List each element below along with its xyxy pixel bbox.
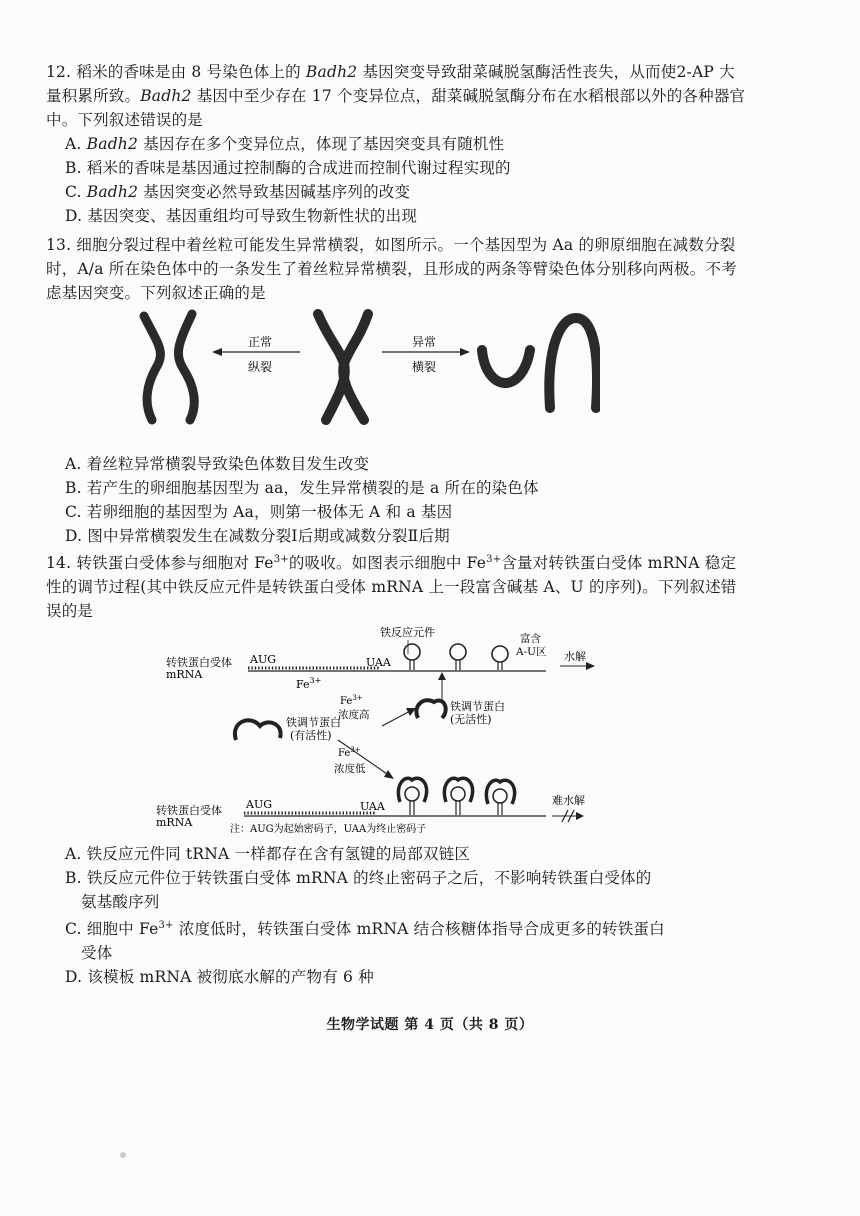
aug-bottom-label: AUG [246,798,273,811]
bound-stem-loop-2 [444,778,472,815]
active-label-2: (有活性) [290,729,332,742]
option-13-b[interactable]: B. 若产生的卵细胞基因型为 aa，发生异常横裂的是 a 所在的染色体 [65,479,539,497]
mrna-bottom-label-2: mRNA [156,816,193,829]
stem-loop-top-3 [492,646,508,670]
figure-note: 注：AUG为起始密码子，UAA为终止密码子 [230,824,427,835]
hydrolysis-label: 水解 [564,650,586,663]
question-14-stem: 14. 转铁蛋白受体参与细胞对 $Fe^{3+}$的吸收。如图表示细胞中 $Fe^{3+}$含量对转铁蛋白受体 mRNA 稳定性的调节过程(其中铁反应元件是转铁蛋白受体 mRNA 上一段富含碱基 A、U 的序列)。下列叙述错误的是 [46,554,737,621]
chromosome-x-arm-2 [343,314,368,420]
mrna-regulation-figure [150,622,620,837]
uaa-bottom-label: UAA [360,800,385,813]
isochromosome-arch [549,318,597,408]
bound-stem-loop-1 [398,778,426,815]
option-14-d[interactable]: D. 该模板 mRNA 被彻底水解的产物有 6 种 [65,968,374,987]
option-14-c[interactable]: C. 细胞中 $Fe^{3+}$ 浓度低时，转铁蛋白受体 mRNA 结合核糖体指导合成更多的转铁蛋白 受体 [65,920,665,963]
aug-top-label: AUG [250,653,277,666]
option-13-a[interactable]: A. 着丝粒异常横裂导致染色体数目发生改变 [65,455,370,473]
option-13-d[interactable]: D. 图中异常横裂发生在减数分裂Ⅰ后期或减数分裂Ⅱ后期 [65,527,450,545]
fe-high-label: $Fe^{3+}$ [340,694,363,707]
chromatid-left-2 [178,314,194,420]
mrna-top-label-1: 转铁蛋白受体 [166,656,232,669]
bound-stem-loop-3 [486,780,514,815]
question-13 [46,233,746,305]
ire-label: 铁反应元件 [380,626,435,639]
question-14-options [46,842,746,989]
hard-hydrolysis-label: 难水解 [552,794,585,807]
longitudinal-label: 纵裂 [247,360,273,374]
question-14 [46,548,746,623]
low-arrow-head-icon [384,770,394,779]
isochromosome-u [482,350,530,383]
hard-hydrolysis-arrow-head-icon [576,812,584,820]
high-arrow [382,710,412,726]
binding-arrow-head-icon [438,672,446,680]
option-14-b[interactable]: B. 铁反应元件位于转铁蛋白受体 mRNA 的终止密码子之后，不影响转铁蛋白受体的 氨基酸序列 [65,869,652,911]
high-concentration-label: 浓度高 [338,709,370,721]
question-13-stem: 13. 细胞分裂过程中着丝粒可能发生异常横裂，如图所示。一个基因型为 Aa 的卵原细胞在减数分裂时，A/a 所在染色体中的一条发生了着丝粒异常横裂，且形成的两条等臂染色体分别移向两极。不考虑基因突变。下列叙述正确的是 [46,236,737,302]
normal-label: 正常 [247,335,273,349]
option-12-c[interactable]: C. Badh2 基因突变必然导致基因碱基序列的改变 [65,183,411,201]
inactive-label-1: 铁调节蛋白 [450,700,505,713]
centromere-division-figure [130,308,600,426]
option-12-d[interactable]: D. 基因突变、基因重组均可导致生物新性状的出现 [65,207,418,225]
au-rich-label-2: A-U区 [516,646,547,658]
stem-loop-top-1 [404,644,420,670]
au-rich-label-1: 富含 [520,633,541,645]
question-12-stem: 12. 稻米的香味是由 8 号染色体上的 Badh2 基因突变导致甜菜碱脱氢酶活性丧失，从而使2-AP 大量积累所致。Badh2 基因中至少存在 17 个变异位点，甜菜碱脱氢酶分布在水稻根部以外的各种器官中。下列叙述错误的是 [46,63,746,129]
option-12-a[interactable]: A. Badh2 基因存在多个变异位点，体现了基因突变具有随机性 [65,135,505,153]
chromatid-left-1 [144,316,160,420]
fe-low-label: $Fe^{3+}$ [338,746,361,759]
option-13-c[interactable]: C. 若卵细胞的基因型为 Aa，则第一极体无 A 和 a 基因 [65,503,453,521]
transverse-label: 横裂 [411,360,437,374]
normal-arrow-head-icon [212,348,222,356]
option-12-b[interactable]: B. 稻米的香味是基因通过控制酶的合成进而控制代谢过程实现的 [65,159,511,177]
uaa-top-label: UAA [366,656,391,669]
mrna-top-label-2: mRNA [166,668,203,681]
question-13-options [46,452,746,548]
iron-regulatory-protein-active-icon [235,720,281,740]
mrna-bottom-label-1: 转铁蛋白受体 [156,804,222,817]
stem-loop-top-2 [450,644,466,670]
page-footer: 生物学试题 第 4 页（共 8 页） [326,1017,534,1033]
fe-label: $Fe^{3+}$ [296,676,322,691]
inactive-label-2: (无活性) [450,713,492,726]
abnormal-arrow-head-icon [460,348,470,356]
scan-smudge [120,1152,126,1158]
low-concentration-label: 浓度低 [334,763,366,775]
iron-regulatory-protein-inactive-icon [416,700,445,718]
abnormal-label: 异常 [411,335,437,349]
active-label-1: 铁调节蛋白 [286,716,341,729]
option-14-a[interactable]: A. 铁反应元件同 tRNA 一样都存在含有氢键的局部双链区 [65,845,471,863]
hydrolysis-arrow-head-icon [586,662,595,670]
question-12 [46,60,746,228]
